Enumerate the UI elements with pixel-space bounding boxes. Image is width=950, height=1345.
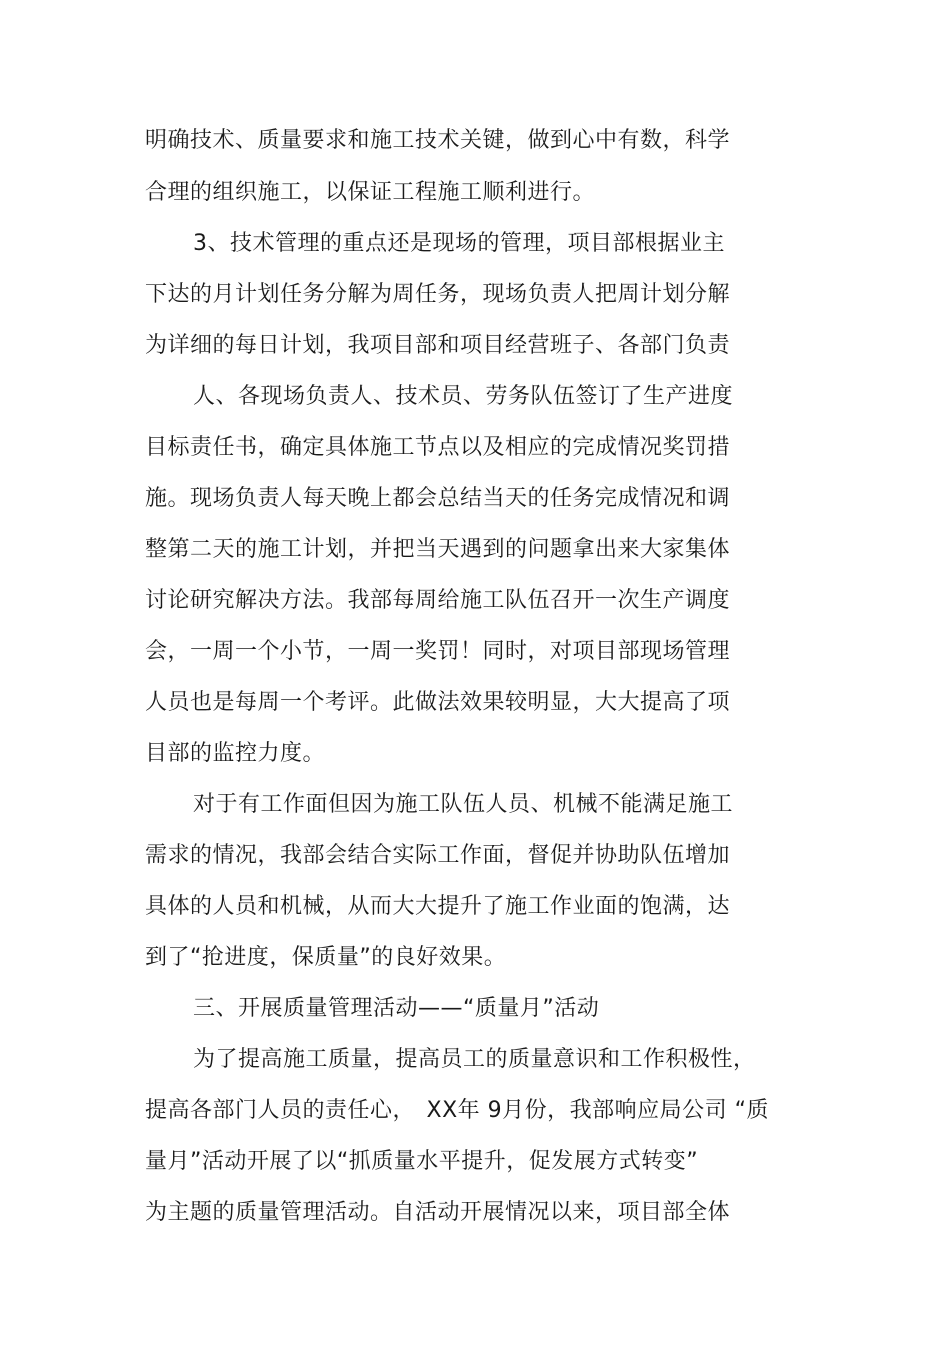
text-line: 为详细的每日计划，我项目部和项目经营班子、各部门负责 — [145, 333, 731, 358]
paragraph-start: 为了提高施工质量，提高员工的质量意识和工作积极性， — [193, 1047, 756, 1072]
text-line: 提高各部门人员的责任心， XX年 9月份，我部响应局公司 “质 — [145, 1098, 770, 1123]
text-line: 人员也是每周一个考评。此做法效果较明显，大大提高了项 — [145, 690, 731, 715]
text-line: 具体的人员和机械，从而大大提升了施工作业面的饱满，达 — [145, 894, 731, 919]
text-line: 为主题的质量管理活动。自活动开展情况以来，项目部全体 — [145, 1200, 731, 1225]
text-line: 讨论研究解决方法。我部每周给施工队伍召开一次生产调度 — [145, 588, 731, 613]
text-line: 目标责任书，确定具体施工节点以及相应的完成情况奖罚措 — [145, 435, 731, 460]
text-line: 目部的监控力度。 — [145, 741, 326, 766]
text-line: 需求的情况，我部会结合实际工作面，督促并协助队伍增加 — [145, 843, 731, 868]
text-line: 施。现场负责人每天晚上都会总结当天的任务完成情况和调 — [145, 486, 731, 511]
paragraph-start: 对于有工作面但因为施工队伍人员、机械不能满足施工 — [193, 792, 734, 817]
text-line: 明确技术、质量要求和施工技术关键，做到心中有数，科学 — [145, 128, 731, 153]
text-line: 到了“抢进度，保质量”的良好效果。 — [145, 945, 507, 970]
section-heading: 三、开展质量管理活动——“质量月”活动 — [193, 996, 600, 1021]
text-line: 会，一周一个小节，一周一奖罚！同时，对项目部现场管理 — [145, 639, 731, 664]
text-line: 整第二天的施工计划，并把当天遇到的问题拿出来大家集体 — [145, 537, 731, 562]
paragraph-start: 3、技术管理的重点还是现场的管理，项目部根据业主 — [193, 231, 725, 256]
text-line: 合理的组织施工，以保证工程施工顺利进行。 — [145, 180, 596, 205]
text-line: 量月”活动开展了以“抓质量水平提升，促发展方式转变” — [145, 1149, 699, 1174]
text-line: 人、各现场负责人、技术员、劳务队伍签订了生产进度 — [193, 384, 734, 409]
text-line: 下达的月计划任务分解为周任务，现场负责人把周计划分解 — [145, 282, 731, 307]
